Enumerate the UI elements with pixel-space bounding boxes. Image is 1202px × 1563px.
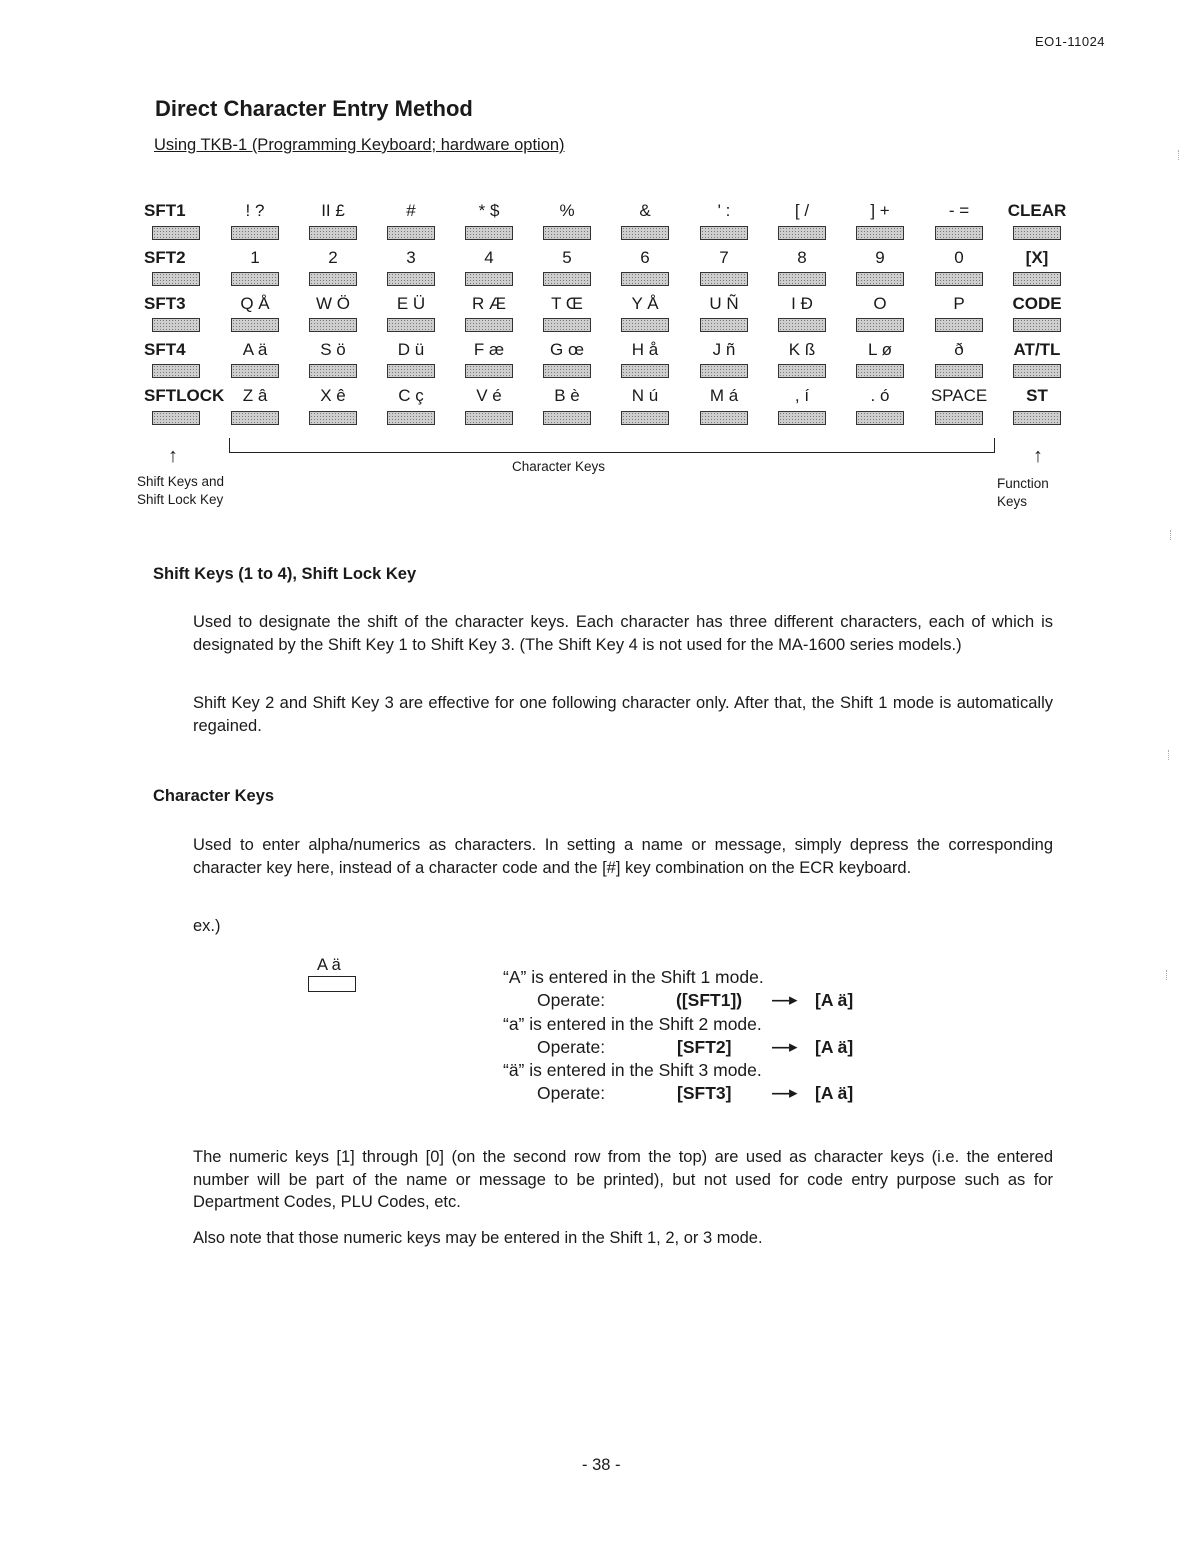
document-id: EO1-11024 — [1035, 34, 1106, 49]
page-subtitle: Using TKB-1 (Programming Keyboard; hardware option) — [154, 136, 565, 154]
character-key-label: [ / — [794, 201, 810, 220]
character-key-label: J ñ — [712, 340, 736, 359]
character-key — [778, 272, 826, 286]
character-key-label: Y Å — [631, 294, 659, 313]
shift-keys-caption-line1: Shift Keys and — [137, 474, 225, 489]
character-key — [465, 364, 513, 378]
character-key-label: F æ — [473, 340, 505, 359]
character-key-label: 0 — [954, 248, 964, 267]
page-number: - 38 - — [582, 1456, 621, 1474]
character-key-label: II £ — [321, 201, 345, 220]
example-key-label: A ä — [317, 956, 341, 974]
function-key — [1013, 272, 1061, 286]
character-key-label: . ó — [870, 386, 890, 405]
shift-keys-arrow-icon: ↑ — [168, 445, 178, 467]
shift-key — [152, 364, 200, 378]
character-key-label: B è — [554, 386, 580, 405]
character-key — [387, 364, 435, 378]
character-key — [309, 272, 357, 286]
character-keys-heading: Character Keys — [153, 787, 275, 805]
character-key — [387, 411, 435, 425]
character-key-label: Q Å — [240, 294, 270, 313]
character-key-label: 2 — [328, 248, 338, 267]
character-key-label: P — [953, 294, 965, 313]
character-key — [700, 226, 748, 240]
character-key-label: S ö — [320, 340, 346, 359]
character-key-label: * $ — [478, 201, 500, 220]
character-key — [231, 318, 279, 332]
shift-key — [152, 318, 200, 332]
character-key — [309, 411, 357, 425]
character-key-label: & — [639, 201, 651, 220]
character-key-label: 5 — [562, 248, 572, 267]
page-title: Direct Character Entry Method — [155, 96, 473, 121]
character-key — [621, 318, 669, 332]
character-key-label: E Ü — [396, 294, 426, 313]
shift-key-label: SFT2 — [144, 248, 186, 267]
character-key — [935, 226, 983, 240]
example-line-1: “A” is entered in the Shift 1 mode. — [503, 967, 764, 987]
character-key-label: Z â — [242, 386, 268, 405]
character-key-label: # — [406, 201, 416, 220]
character-key-label: - = — [948, 201, 970, 220]
character-key — [387, 272, 435, 286]
example-operate-label-3: Operate: — [537, 1083, 606, 1103]
example-arrow-icon-3: —▸ — [772, 1083, 798, 1102]
function-key-label: CLEAR — [1007, 201, 1067, 220]
example-operate-key-1: ([SFT1]) — [676, 990, 743, 1010]
scan-mark — [1166, 970, 1169, 980]
character-key — [309, 364, 357, 378]
function-keys-caption-line2: Keys — [997, 494, 1028, 509]
character-key — [621, 364, 669, 378]
shift-key — [152, 272, 200, 286]
character-key — [856, 226, 904, 240]
bracket-left-tick — [229, 438, 230, 453]
function-keys-caption — [997, 475, 1049, 511]
example-label: ex.) — [193, 917, 221, 935]
character-key — [856, 411, 904, 425]
shift-keys-caption-line2: Shift Lock Key — [137, 492, 224, 507]
character-key-label: 1 — [250, 248, 260, 267]
character-key-label: V é — [476, 386, 502, 405]
bracket-right-tick — [994, 438, 995, 453]
character-key-label: ! ? — [245, 201, 265, 220]
character-keys-bracket — [229, 452, 995, 453]
character-key-label: R Æ — [472, 294, 506, 313]
character-key — [465, 226, 513, 240]
function-key-label: [X] — [1025, 248, 1049, 267]
shift-key — [152, 411, 200, 425]
scan-mark — [1170, 530, 1173, 540]
character-key — [387, 226, 435, 240]
character-key — [778, 226, 826, 240]
character-key — [778, 411, 826, 425]
function-keys-caption-line1: Function — [997, 476, 1049, 491]
character-key — [935, 318, 983, 332]
scan-mark — [1178, 150, 1181, 160]
character-key — [700, 318, 748, 332]
character-key-label: ' : — [717, 201, 731, 220]
example-operate-label-1: Operate: — [537, 990, 606, 1010]
character-keys-caption: Character Keys — [512, 459, 606, 474]
character-key — [543, 411, 591, 425]
character-key-label: H å — [631, 340, 659, 359]
character-key — [465, 318, 513, 332]
character-key-label: I Đ — [791, 294, 813, 313]
character-key — [231, 411, 279, 425]
character-key-label: 9 — [875, 248, 885, 267]
function-key — [1013, 364, 1061, 378]
example-target-3: [A ä] — [815, 1083, 854, 1103]
scan-mark — [1168, 750, 1171, 760]
character-key — [778, 318, 826, 332]
function-key-label: CODE — [1012, 294, 1062, 313]
character-key-label: % — [559, 201, 575, 220]
example-operate-key-3: [SFT3] — [677, 1083, 732, 1103]
character-key-label: L ø — [868, 340, 892, 359]
character-key-label: C ç — [398, 386, 424, 405]
character-key — [543, 364, 591, 378]
character-key-label: D ü — [397, 340, 425, 359]
character-key — [778, 364, 826, 378]
numeric-keys-paragraph-2: Also note that those numeric keys may be entered in the Shift 1, 2, or 3 mode. — [193, 1229, 763, 1247]
character-key — [465, 272, 513, 286]
character-key — [621, 272, 669, 286]
example-operate-label-2: Operate: — [537, 1037, 606, 1057]
character-key — [935, 364, 983, 378]
character-key — [856, 364, 904, 378]
character-key — [935, 272, 983, 286]
character-keys-paragraph: Used to enter alpha/numerics as characters. In setting a name or message, simply depress the corresponding character key here, instead of a character code and the [#] key combination on the ECR keyboard. — [193, 836, 1053, 877]
shift-keys-heading: Shift Keys (1 to 4), Shift Lock Key — [153, 565, 417, 583]
character-key-label: 4 — [484, 248, 494, 267]
function-key-label: ST — [1026, 386, 1048, 405]
character-key-label: T Œ — [551, 294, 583, 313]
shift-key-label: SFT3 — [144, 294, 186, 313]
shift-key-label: SFTLOCK — [144, 386, 225, 405]
example-line-2: “a” is entered in the Shift 2 mode. — [503, 1014, 762, 1034]
character-key-label: ð — [954, 340, 964, 359]
character-key — [387, 318, 435, 332]
character-key — [935, 411, 983, 425]
character-key-label: W Ö — [316, 294, 350, 313]
character-key-label: N ú — [631, 386, 659, 405]
character-key-label: G œ — [550, 340, 584, 359]
character-key — [231, 272, 279, 286]
shift-keys-paragraph-1: Used to designate the shift of the character keys. Each character has three different characters, each of which is designated by the Shift Key 1 to Shift Key 3. (The Shift Key 4 is not used for the MA-1600 series models.) — [193, 613, 1053, 654]
function-key — [1013, 226, 1061, 240]
example-operate-key-2: [SFT2] — [677, 1037, 732, 1057]
character-key-label: A ä — [242, 340, 268, 359]
character-key-label: ] + — [870, 201, 890, 220]
shift-key-label: SFT4 — [144, 340, 186, 359]
character-key — [621, 226, 669, 240]
numeric-keys-paragraph-1: The numeric keys [1] through [0] (on the second row from the top) are used as character keys (i.e. the entered number will be part of the name or message to be printed), but not used for code entry purpose such as for Department Codes, PLU Codes, etc. — [193, 1148, 1053, 1211]
character-key — [543, 272, 591, 286]
shift-keys-paragraph-2: Shift Key 2 and Shift Key 3 are effective for one following character only. After that, the Shift 1 mode is automatically regained. — [193, 694, 1053, 735]
function-key — [1013, 318, 1061, 332]
character-key — [543, 318, 591, 332]
character-key — [621, 411, 669, 425]
character-key-label: M á — [709, 386, 739, 405]
example-target-2: [A ä] — [815, 1037, 854, 1057]
character-key-label: 8 — [797, 248, 807, 267]
character-key — [309, 226, 357, 240]
character-key-label: 7 — [719, 248, 729, 267]
example-key — [308, 976, 356, 992]
character-key-label: 3 — [406, 248, 416, 267]
character-key — [231, 364, 279, 378]
character-key-label: , í — [794, 386, 810, 405]
character-key-label: SPACE — [930, 386, 988, 405]
shift-keys-caption — [137, 473, 224, 509]
character-key-label: U Ñ — [709, 294, 739, 313]
character-key-label: X ê — [320, 386, 346, 405]
example-arrow-icon-2: —▸ — [772, 1037, 798, 1056]
character-key — [700, 411, 748, 425]
character-key — [856, 318, 904, 332]
character-key — [231, 226, 279, 240]
character-key — [543, 226, 591, 240]
character-key-label: O — [873, 294, 887, 313]
shift-key-label: SFT1 — [144, 201, 186, 220]
shift-key — [152, 226, 200, 240]
character-key — [700, 272, 748, 286]
example-line-3: “ä” is entered in the Shift 3 mode. — [503, 1060, 762, 1080]
example-target-1: [A ä] — [815, 990, 854, 1010]
character-key-label: K ß — [788, 340, 816, 359]
character-key — [309, 318, 357, 332]
character-key-label: 6 — [640, 248, 650, 267]
character-key — [856, 272, 904, 286]
keyboard-diagram — [0, 0, 1202, 530]
function-key — [1013, 411, 1061, 425]
character-key — [465, 411, 513, 425]
character-key — [700, 364, 748, 378]
function-keys-arrow-icon: ↑ — [1033, 445, 1043, 467]
function-key-label: AT/TL — [1013, 340, 1061, 359]
example-arrow-icon-1: —▸ — [772, 990, 798, 1009]
